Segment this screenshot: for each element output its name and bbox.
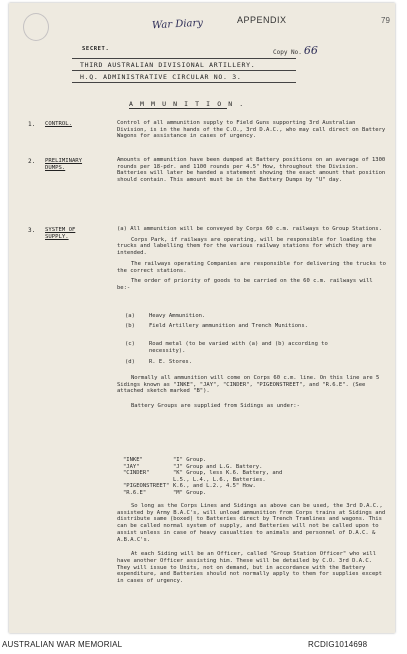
- section-3-label-line-2: SUPPLY.: [45, 233, 69, 240]
- section-2-label: [45, 158, 82, 172]
- section-1-body: [117, 120, 387, 144]
- priority-key-a: (a): [125, 313, 135, 319]
- priority-key-d: (d): [125, 359, 135, 365]
- header-rule-bottom: [72, 82, 296, 83]
- siding-groups: "I" Group.: [173, 457, 207, 463]
- table-row: [123, 457, 282, 464]
- section-3-number: 3.: [28, 227, 36, 234]
- siding-groups: K.6., and L.2., 4.5" How.: [173, 483, 256, 490]
- section-1-paragraph: Control of all ammunition supply to Field Guns supporting 3rd Australian Division, is in the hands of the C.O., 3rd D.A.C., who may call direct on Battery Wagons for assistance in cases of urgency.: [117, 120, 386, 140]
- section-1-number: 1.: [28, 121, 36, 128]
- section-3-paragraph-station-officer: At each Siding will be an Officer, called "Group Station Officer" who will have another Officer assisting him. These will be detailed by C.O. 3rd D.A.C. They will issue to Units, not on demand, but in accordance with the Battery expenditure, and Batteries should not normally apply to them for supplies except in cases of urgency.: [117, 551, 382, 585]
- circular-heading: H.Q. ADMINISTRATIVE CIRCULAR NO. 3.: [80, 73, 242, 81]
- priority-key-b: (b): [125, 323, 135, 329]
- section-1-label: [45, 121, 72, 128]
- record-id: RCDIG1014698: [308, 640, 368, 649]
- section-3-label: [45, 227, 75, 241]
- section-3-body-intro: [117, 226, 387, 296]
- section-2-label-line-1: PRELIMINARY: [45, 158, 83, 164]
- siding-groups: "K" Group, less K.6. Battery, and: [173, 470, 283, 477]
- section-3-paragraph-a: (a) All ammunition will be conveyed by Corps 60 c.m. railways to Group Stations.: [117, 226, 382, 232]
- unit-heading: THIRD AUSTRALIAN DIVISIONAL ARTILLERY.: [80, 61, 256, 69]
- priority-text-d: R. E. Stores.: [149, 359, 193, 365]
- sidings-table: [123, 457, 282, 497]
- section-3-body-sidings: [117, 375, 387, 414]
- priority-text-b: Field Artillery ammunition and Trench Munitions.: [149, 323, 308, 329]
- section-2-number: 2.: [28, 158, 36, 165]
- section-3-body-final: [117, 503, 387, 589]
- appendix-label: APPENDIX: [237, 15, 287, 25]
- section-2-paragraph: Amounts of ammunition have been dumped at Battery positions on an average of 1300 rounds per 18-pdr. and 1100 rounds per 4.5" How, throughout the Division. Batteries will later be handed a statement showing the exact amount that position should contain. This amount must be in the Battery Dumps by "U" day.: [117, 157, 386, 184]
- page-number: 79: [381, 16, 390, 25]
- priority-text-a: Heavy Ammunition.: [149, 313, 206, 319]
- table-row: [123, 470, 282, 477]
- table-row: [123, 464, 282, 471]
- header-rule-top: [72, 58, 296, 59]
- siding-groups: "M" Group.: [173, 489, 207, 496]
- section-2-body: [117, 157, 387, 188]
- copy-number: [273, 44, 318, 57]
- table-row: [123, 490, 282, 497]
- table-row: [123, 483, 282, 490]
- archive-name: AUSTRALIAN WAR MEMORIAL: [2, 640, 123, 649]
- section-3-paragraph-park: Corps Park, if railways are operating, will be responsible for loading the trucks and labelling them for the various railway stations for which they are intended.: [117, 236, 377, 257]
- siding-name: "JAY": [123, 463, 140, 470]
- section-3-paragraph-sidings: Normally all ammunition will come on Corps 60 c.m. line. On this line are 5 Sidings known as "INKE", "JAY", "CINDER", "PIGEONSTREET", and "R.6.E". (See attached sketch marked "B").: [117, 375, 380, 395]
- handwritten-war-diary-note: War Diary: [151, 17, 204, 32]
- priority-key-c: (c): [125, 341, 135, 347]
- document-page: [9, 3, 395, 633]
- section-2-label-line-2: DUMPS.: [45, 164, 66, 171]
- title-underline: [129, 108, 227, 109]
- siding-name: [123, 477, 173, 484]
- siding-name: "PIGEONSTREET": [123, 483, 170, 490]
- siding-name: "CINDER": [123, 470, 150, 477]
- section-3-paragraph-priority: The order of priority of goods to be carried on the 60 c.m. railways will be:-: [117, 278, 373, 291]
- priority-text-c: Road metal (to be varied with (a) and (b) according to necessity).: [149, 341, 328, 354]
- siding-name: "R.6.E": [123, 489, 147, 496]
- faint-stamp-mark: [23, 13, 49, 41]
- section-1-label-line: CONTROL.: [45, 121, 72, 127]
- section-3-paragraph-groups: Battery Groups are supplied from Sidings as under:-: [131, 403, 300, 410]
- header-rule-mid: [72, 70, 296, 71]
- section-3-label-line-1: SYSTEM OF: [45, 227, 76, 233]
- siding-name: "INKE": [123, 457, 143, 463]
- section-3-paragraph-railways: The railways operating Companies are responsible for delivering the trucks to the correct stations.: [117, 260, 386, 274]
- secret-label: SECRET.: [82, 46, 110, 52]
- section-3-paragraph-normal-system: So long as the Corps Lines and Sidings as above can be used, the 3rd D.A.C., assisted by Army B.A.C's, will unload ammunition from Corps trains at Sidings and distribute same (boxed) to Batteries direct by Trench Tramlines and wagons. This can be called normal system of supply, and Batteries will not be called upon to assist unless in case of heavy casualties to animals and personnel of D.A.C. & A.B.A.C's.: [117, 503, 386, 543]
- document-title: A M M U N I T I O N .: [129, 100, 245, 108]
- siding-groups: L.5., L.4., L.6., Batteries.: [173, 476, 266, 483]
- copy-no-value: 66: [303, 44, 318, 57]
- siding-groups: "J" Group and L.G. Battery.: [173, 463, 263, 470]
- table-row: [123, 477, 282, 484]
- copy-no-label: Copy No.: [273, 49, 302, 56]
